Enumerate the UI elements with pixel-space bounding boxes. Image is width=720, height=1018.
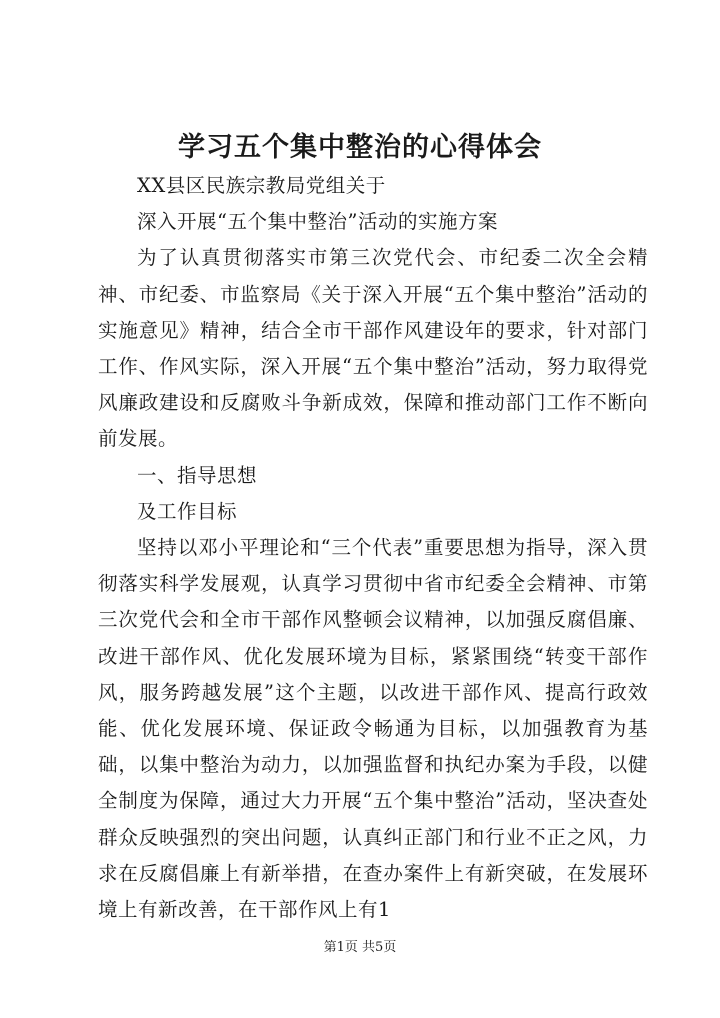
section-heading-work-goals: 及工作目标 [137, 499, 238, 523]
paragraph-org-line: XX县区民族宗教局党组关于 [137, 174, 386, 197]
document-body [98, 168, 648, 928]
section-heading-guiding-thought: 一、指导思想 [137, 463, 258, 487]
page-indicator: 第1页 共5页 [323, 940, 397, 955]
paragraph-plan-title: 深入开展“五个集中整治”活动的实施方案 [137, 210, 498, 234]
document-title: 学习五个集中整治的心得体会 [178, 132, 542, 163]
paragraph-guiding-content: 坚持以邓小平理论和“三个代表”重要思想为指导，深入贯彻落实科学发展观，认真学习贯彻中省市纪委全会精神、市第三次党代会和全市干部作风整顿会议精神，以加强反腐倡廉、改进干部作风、优化发展环境为目标，紧紧围绕“转变干部作风，服务跨越发展”这个主题，以改进干部作风、提高行政效能、优化发展环境、保证政令畅通为目标，以加强教育为基础，以集中整治为动力，以加强监督和执纪办案为手段，以健全制度为保障，通过大力开展“五个集中整治”活动，坚决查处群众反映强烈的突出问题，认真纠正部门和行业不正之风，力求在反腐倡廉上有新举措，在查办案件上有新突破，在发展环境上有新改善，在干部作风上有1 [98, 536, 648, 922]
paragraph-intro: 为了认真贯彻落实市第三次党代会、市纪委二次全会精神、市纪委、市监察局《关于深入开展“五个集中整治”活动的实施意见》精神，结合全市干部作风建设年的要求，针对部门工作、作风实际，深入开展“五个集中整治”活动，努力取得党风廉政建设和反腐败斗争新成效，保障和推动部门工作不断向前发展。 [98, 246, 648, 451]
page-footer [0, 938, 720, 958]
